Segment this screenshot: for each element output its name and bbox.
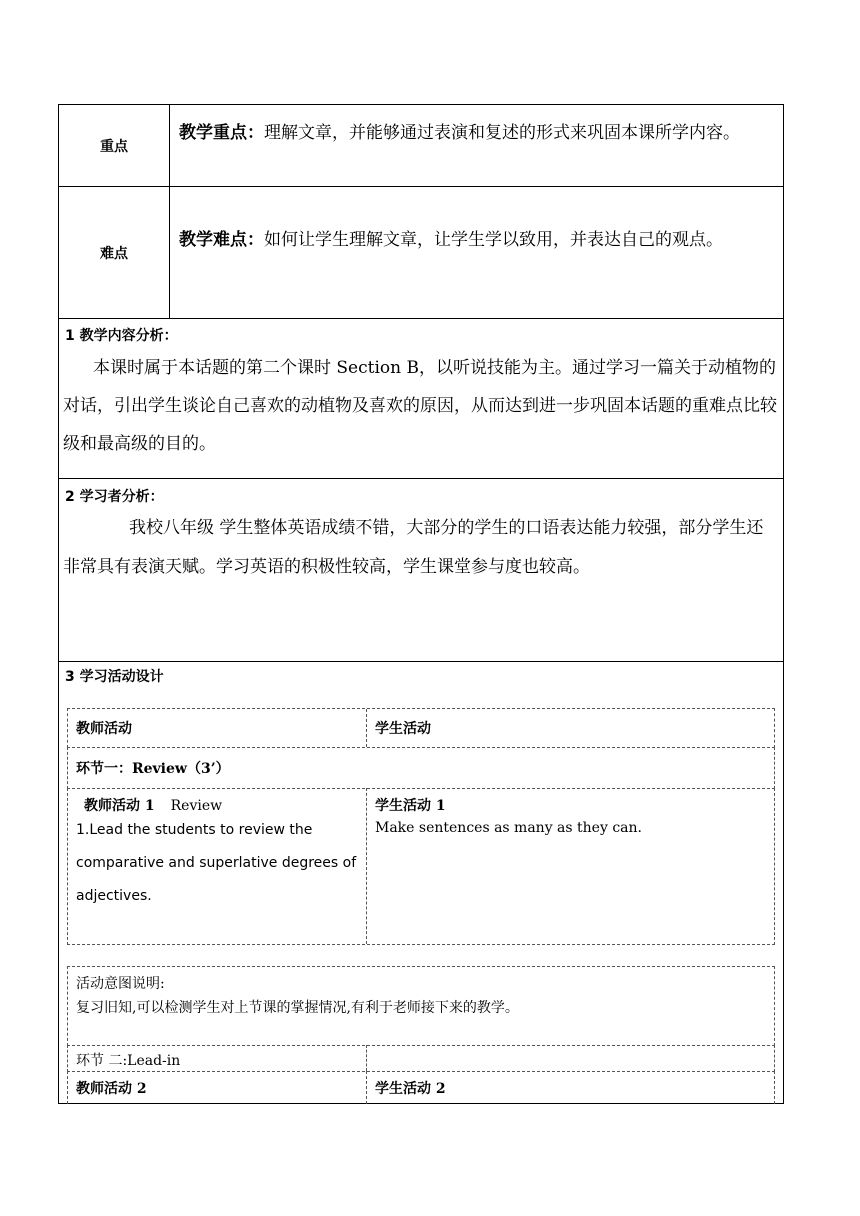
content-analysis-text: 本课时属于本话题的第二个课时 Section B，以听说技能为主。通过学习一篇关于动植物的对话，引出学生谈论自己喜欢的动植物及喜欢的原因，从而达到进一步巩固本话题的重难点比较级和最高级的目的。	[63, 358, 777, 454]
teacher-activity-1-title: 教师活动 1	[84, 798, 155, 814]
difficult-point-content	[179, 225, 775, 255]
learner-analysis-text: 我校八年级 学生整体英语成绩不错，大部分的学生的口语表达能力较强，部分学生还非常具有表演天赋。学习英语的积极性较高，学生课堂参与度也较高。	[63, 518, 764, 577]
teacher-activity-header: 教师活动	[76, 721, 132, 737]
step2-title: 环节 二:Lead-in	[76, 1053, 181, 1069]
step2-title-row	[67, 1045, 775, 1072]
key-point-row	[59, 105, 783, 187]
learner-analysis-title: 2 学习者分析：	[65, 489, 164, 505]
key-point-text: 理解文章，并能够通过表演和复述的形式来巩固本课所学内容。	[264, 123, 740, 143]
student-activity-header: 学生活动	[375, 721, 431, 737]
difficult-point-row	[59, 187, 783, 319]
content-analysis-title: 1 教学内容分析：	[65, 328, 178, 344]
learner-analysis-section	[59, 479, 783, 662]
activity-intent-row	[67, 966, 775, 1046]
difficult-point-text: 如何让学生理解文章，让学生学以致用，并表达自己的观点。	[264, 230, 723, 250]
key-point-prefix: 教学重点：	[179, 123, 264, 143]
teacher-activity-2-title: 教师活动 2	[76, 1081, 147, 1097]
difficult-point-prefix: 教学难点：	[179, 230, 264, 250]
step2-activities-row	[67, 1071, 775, 1104]
student-activity-1-text: Make sentences as many as they can.	[375, 820, 642, 836]
key-point-label: 重点	[59, 105, 170, 186]
teacher-activity-1-sub: Review	[170, 798, 223, 814]
activity-header-row	[67, 708, 775, 748]
lesson-plan-table	[58, 104, 784, 1104]
teacher-activity-1-text: 1.Lead the students to review the comparative and superlative degrees of adjectives.	[76, 822, 357, 904]
activity-intent-text: 复习旧知,可以检测学生对上节课的掌握情况,有利于老师接下来的教学。	[76, 1000, 519, 1016]
activity-intent-label: 活动意图说明:	[76, 976, 165, 992]
key-point-content	[179, 118, 775, 148]
difficult-point-label: 难点	[59, 187, 170, 318]
activity-design-title: 3 学习活动设计	[65, 669, 164, 685]
student-activity-1-title: 学生活动 1	[375, 798, 446, 814]
student-activity-2-title: 学生活动 2	[375, 1081, 446, 1097]
step1-title-row	[67, 747, 775, 789]
step1-title: 环节一：Review（3’）	[76, 761, 230, 777]
step1-activities-row	[67, 788, 775, 945]
content-analysis-section	[59, 319, 783, 479]
